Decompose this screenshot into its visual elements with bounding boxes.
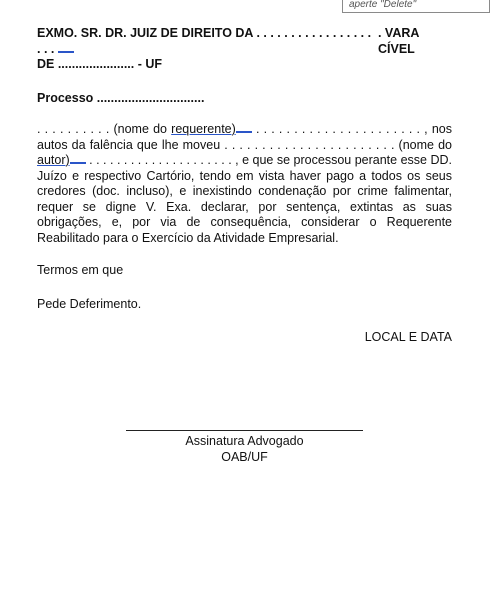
- closing-termos: Termos em que: [37, 263, 124, 277]
- signature-name: Assinatura Advogado: [185, 434, 304, 448]
- body-segment-3: . . . . . . . . . . . . . . . . . . . . . , e que se processou perante esse DD. Juízo e respectivo Cartório, tendo em vista haver pago a todos os seus credores (doc. incluso), e inexistindo condenação por crime falimentar, requer se digne V. Exa. declarar, por sentença, extintas as suas obrigações, e, por via de consequência, considerar o Requerente Reabilitado para o Exercício da Atividade Empresarial.: [37, 153, 452, 245]
- court-header-line2: DE ...................... - UF: [37, 57, 163, 71]
- court-header-line1: EXMO. SR. DR. JUIZ DE DIREITO DA . . . . . . . . . . . . . . . . . . . .: [37, 26, 372, 56]
- body-segment-1: . . . . . . . . . . (nome do: [37, 122, 172, 136]
- requerente-blank[interactable]: [236, 122, 252, 133]
- local-date: LOCAL E DATA: [364, 330, 452, 344]
- requerente-field[interactable]: requerente): [171, 122, 236, 136]
- court-header-vara: . VARA CÍVEL: [377, 26, 419, 56]
- petition-document: [37, 26, 452, 346]
- autor-field[interactable]: autor): [37, 153, 70, 167]
- delete-hint-text: aperte "Delete": [349, 0, 417, 10]
- signature-line: [126, 430, 363, 431]
- closing-pede: Pede Deferimento.: [37, 296, 142, 311]
- delete-hint-box: [342, 0, 490, 13]
- autor-blank[interactable]: [70, 153, 86, 164]
- signature-block: [126, 433, 363, 465]
- body-segment-2: . . . . . . . . . . . . . . . . . . . . . . , nos autos da falência que lhe moveu . . . . . . . . . . . . . . . . . . . . . . . (nome do: [37, 122, 452, 152]
- signature-oab: OAB/UF: [221, 450, 268, 464]
- processo-line: Processo ...............................: [37, 90, 205, 105]
- petition-body: [37, 122, 452, 246]
- court-number-blank[interactable]: [58, 42, 74, 53]
- court-header: [37, 26, 452, 73]
